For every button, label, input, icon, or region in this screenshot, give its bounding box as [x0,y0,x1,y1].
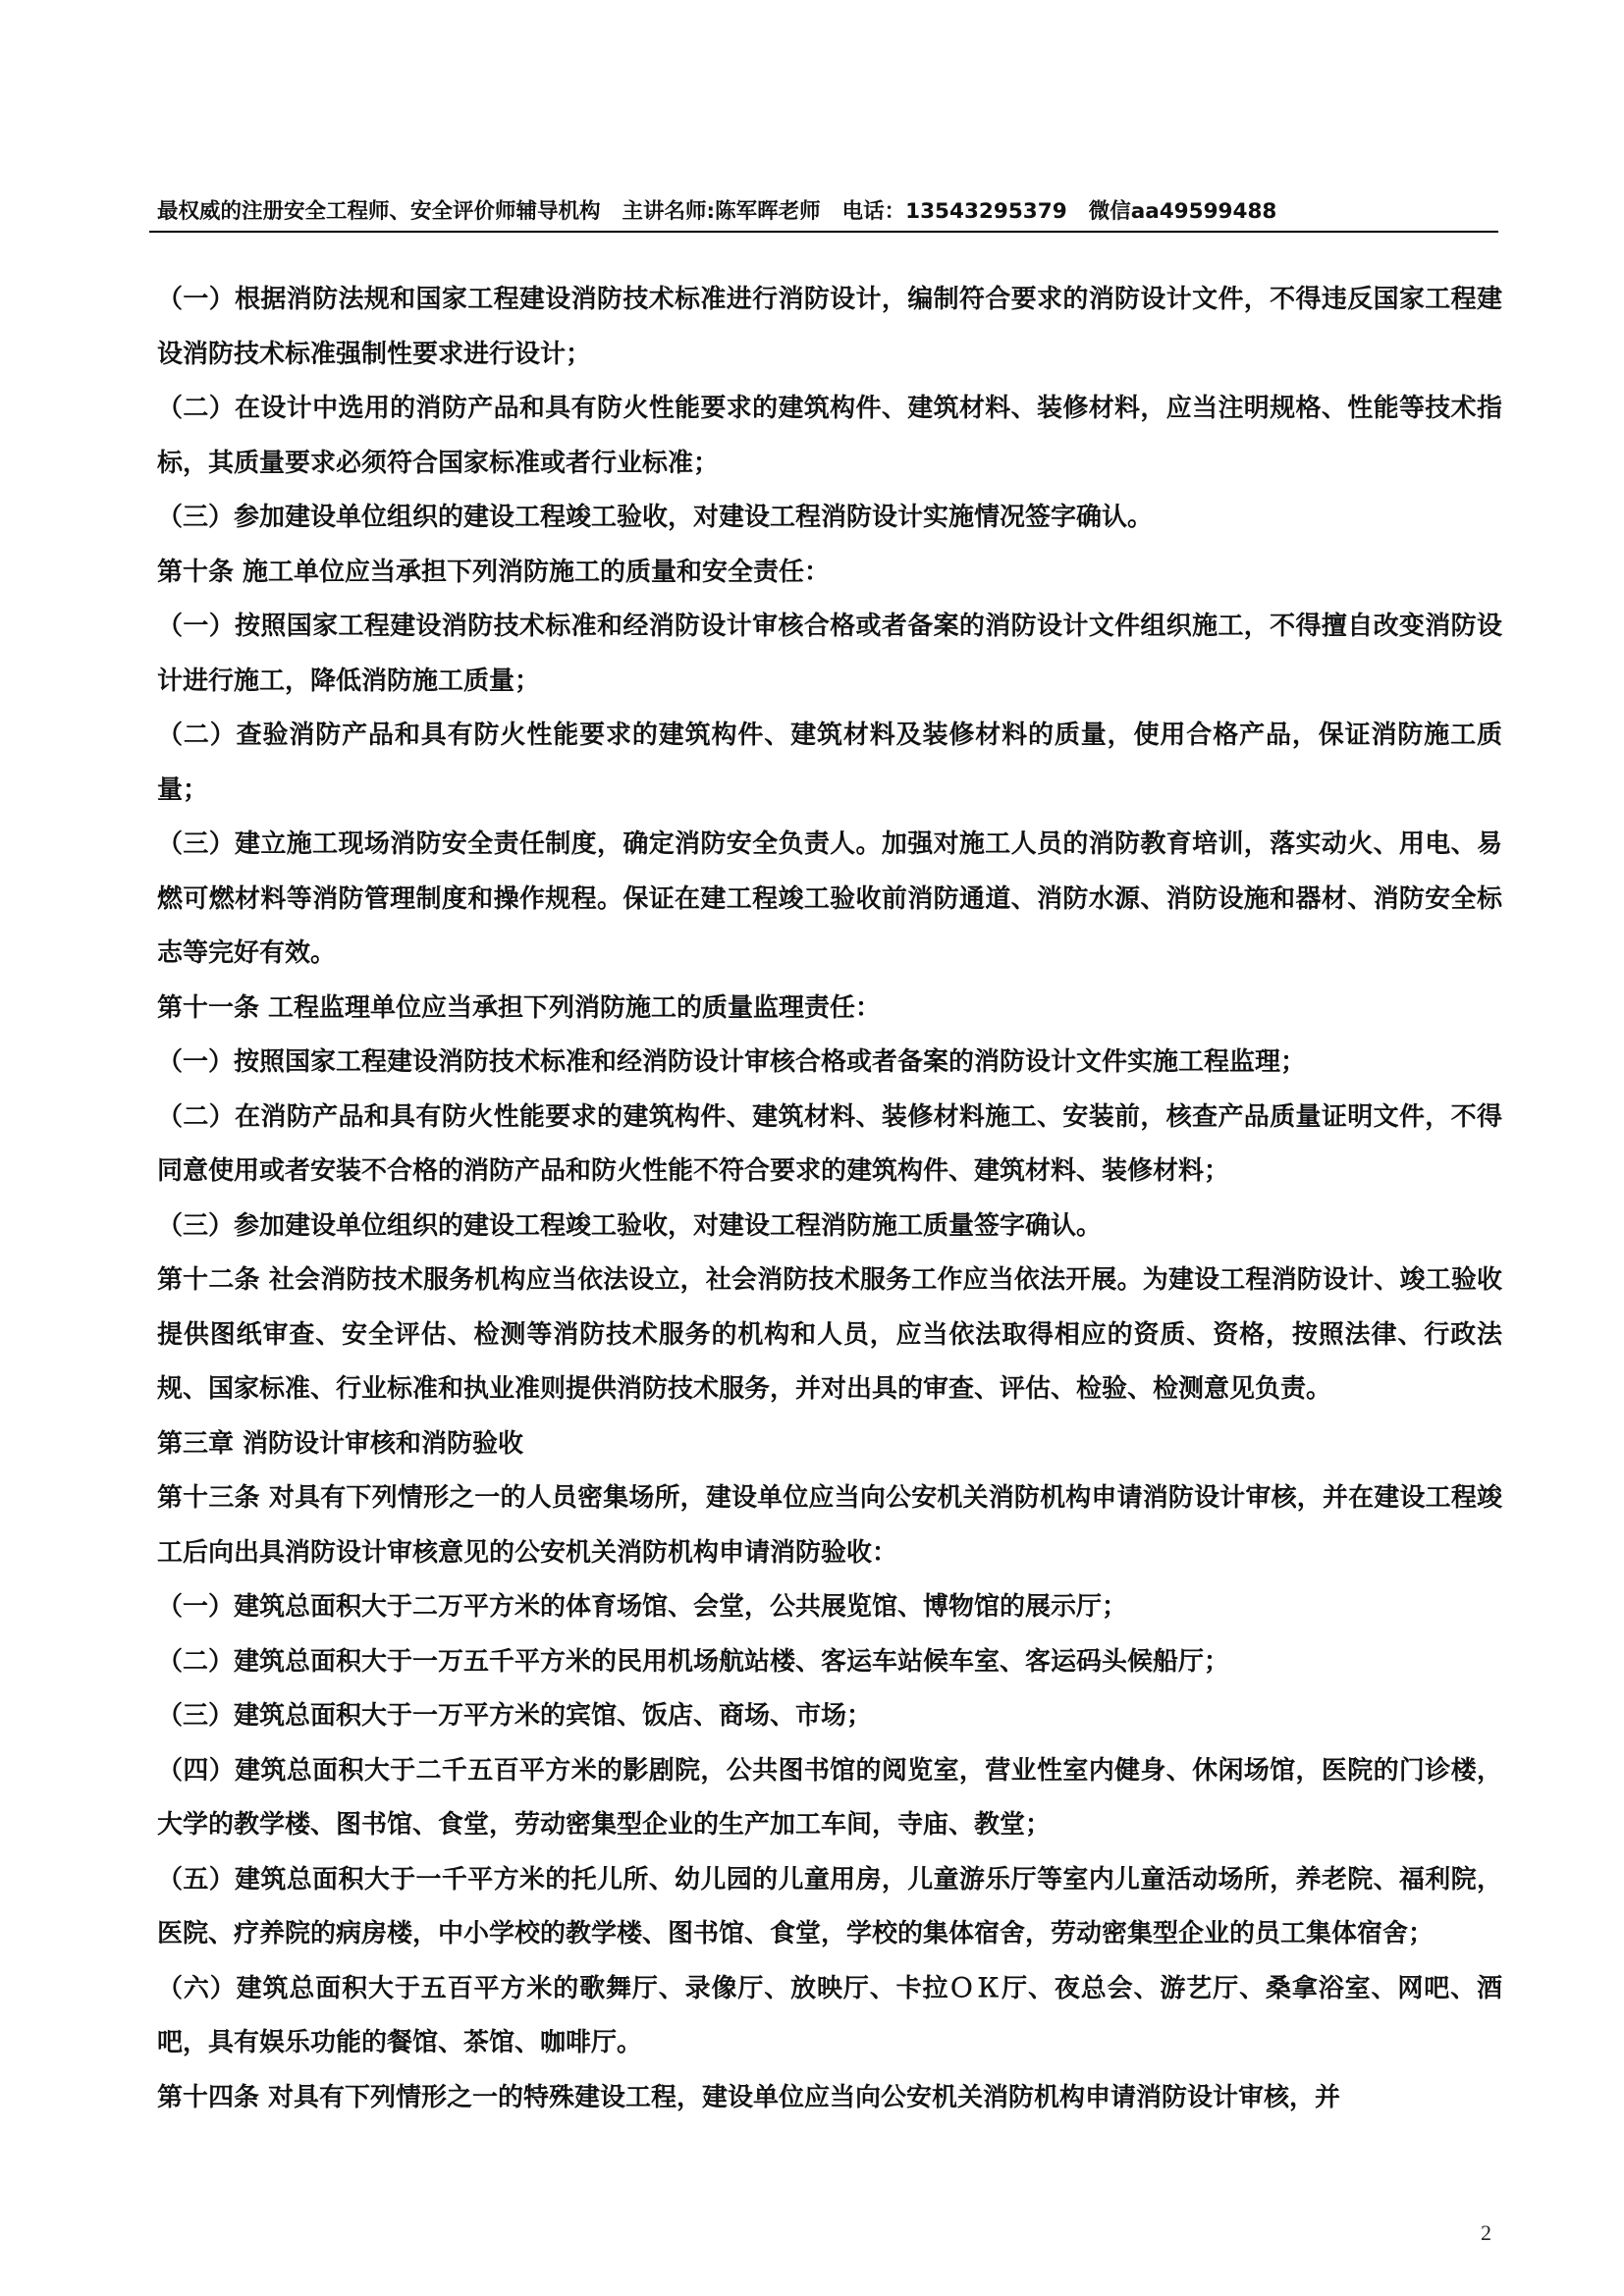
article-10-heading: 第十条 施工单位应当承担下列消防施工的质量和安全责任： [157,557,831,587]
paragraph-11-2: （二）在消防产品和具有防火性能要求的建筑构件、建筑材料、装修材料施工、安装前，核查产品质量证明文件，不得同意使用或者安装不合格的消防产品和防火性能不符合要求的建筑构件、建筑材料、装修材料； [157,1101,1502,1186]
paragraph-11-3: （三）参加建设单位组织的建设工程竣工验收，对建设工程消防施工质量签字确认。 [157,1210,1103,1241]
paragraph-13-1: （一）建筑总面积大于二万平方米的体育场馆、会堂，公共展览馆、博物馆的展示厅； [157,1592,1128,1622]
paragraph-10-3: （三）建立施工现场消防安全责任制度，确定消防安全负责人。加强对施工人员的消防教育培训，落实动火、用电、易燃可燃材料等消防管理制度和操作规程。保证在建工程竣工验收前消防通道、消防水源、消防设施和器材、消防安全标志等完好有效。 [157,829,1502,968]
article-13-heading: 第十三条 对具有下列情形之一的人员密集场所，建设单位应当向公安机关消防机构申请消防设计审核，并在建设工程竣工后向出具消防设计审核意见的公安机关消防机构申请消防验收： [157,1483,1502,1568]
paragraph-1-3: （三）参加建设单位组织的建设工程竣工验收，对建设工程消防设计实施情况签字确认。 [157,503,1154,532]
article-11-heading: 第十一条 工程监理单位应当承担下列消防施工的质量监理责任： [157,992,882,1023]
article-12: 第十二条 社会消防技术服务机构应当依法设立，社会消防技术服务工作应当依法开展。为建设工程消防设计、竣工验收提供图纸审查、安全评估、检测等消防技术服务的机构和人员，应当依法取得相应的资质、资格，按照法律、行政法规、国家标准、行业标准和执业准则提供消防技术服务，并对出具的审查、评估、检验、检测意见负责。 [157,1265,1502,1404]
chapter-3-heading: 第三章 消防设计审核和消防验收 [157,1428,524,1459]
header-divider [149,231,1498,233]
paragraph-13-2: （二）建筑总面积大于一万五千平方米的民用机场航站楼、客运车站候车室、客运码头候船厅； [157,1646,1230,1677]
document-body [157,273,1502,2125]
header-wechat: 微信aa49599488 [1088,199,1277,224]
paragraph-13-3: （三）建筑总面积大于一万平方米的宾馆、饭店、商场、市场； [157,1701,873,1731]
article-14-heading: 第十四条 对具有下列情形之一的特殊建设工程，建设单位应当向公安机关消防机构申请消防设计审核，并 [157,2082,1341,2112]
page-number: 2 [1481,2220,1491,2245]
header-phone: 电话：13543295379 [841,199,1067,224]
paragraph-10-1: （一）按照国家工程建设消防技术标准和经消防设计审核合格或者备案的消防设计文件组织施工，不得擅自改变消防设计进行施工，降低消防施工质量； [157,612,1502,696]
paragraph-13-6: （六）建筑总面积大于五百平方米的歌舞厅、录像厅、放映厅、卡拉ＯＫ厅、夜总会、游艺厅、桑拿浴室、网吧、酒吧，具有娱乐功能的餐馆、茶馆、咖啡厅。 [157,1973,1502,2057]
page-header [157,192,1498,232]
header-lecturer: 主讲名师:陈军晖老师 [622,199,821,224]
header-org: 最权威的注册安全工程师、安全评价师辅导机构 [157,199,601,224]
paragraph-1-2: （二）在设计中选用的消防产品和具有防火性能要求的建筑构件、建筑材料、装修材料，应当注明规格、性能等技术指标，其质量要求必须符合国家标准或者行业标准； [157,394,1502,478]
paragraph-11-1: （一）按照国家工程建设消防技术标准和经消防设计审核合格或者备案的消防设计文件实施工程监理； [157,1047,1307,1077]
paragraph-1-1: （一）根据消防法规和国家工程建设消防技术标准进行消防设计，编制符合要求的消防设计文件，不得违反国家工程建设消防技术标准强制性要求进行设计； [157,285,1502,369]
paragraph-13-4: （四）建筑总面积大于二千五百平方米的影剧院，公共图书馆的阅览室，营业性室内健身、休闲场馆，医院的门诊楼，大学的教学楼、图书馆、食堂，劳动密集型企业的生产加工车间，寺庙、教堂； [157,1755,1502,1840]
paragraph-10-2: （二）查验消防产品和具有防火性能要求的建筑构件、建筑材料及装修材料的质量，使用合格产品，保证消防施工质量； [157,721,1502,805]
paragraph-13-5: （五）建筑总面积大于一千平方米的托儿所、幼儿园的儿童用房，儿童游乐厅等室内儿童活动场所，养老院、福利院，医院、疗养院的病房楼，中小学校的教学楼、图书馆、食堂，学校的集体宿舍，劳动密集型企业的员工集体宿舍； [157,1864,1502,1949]
